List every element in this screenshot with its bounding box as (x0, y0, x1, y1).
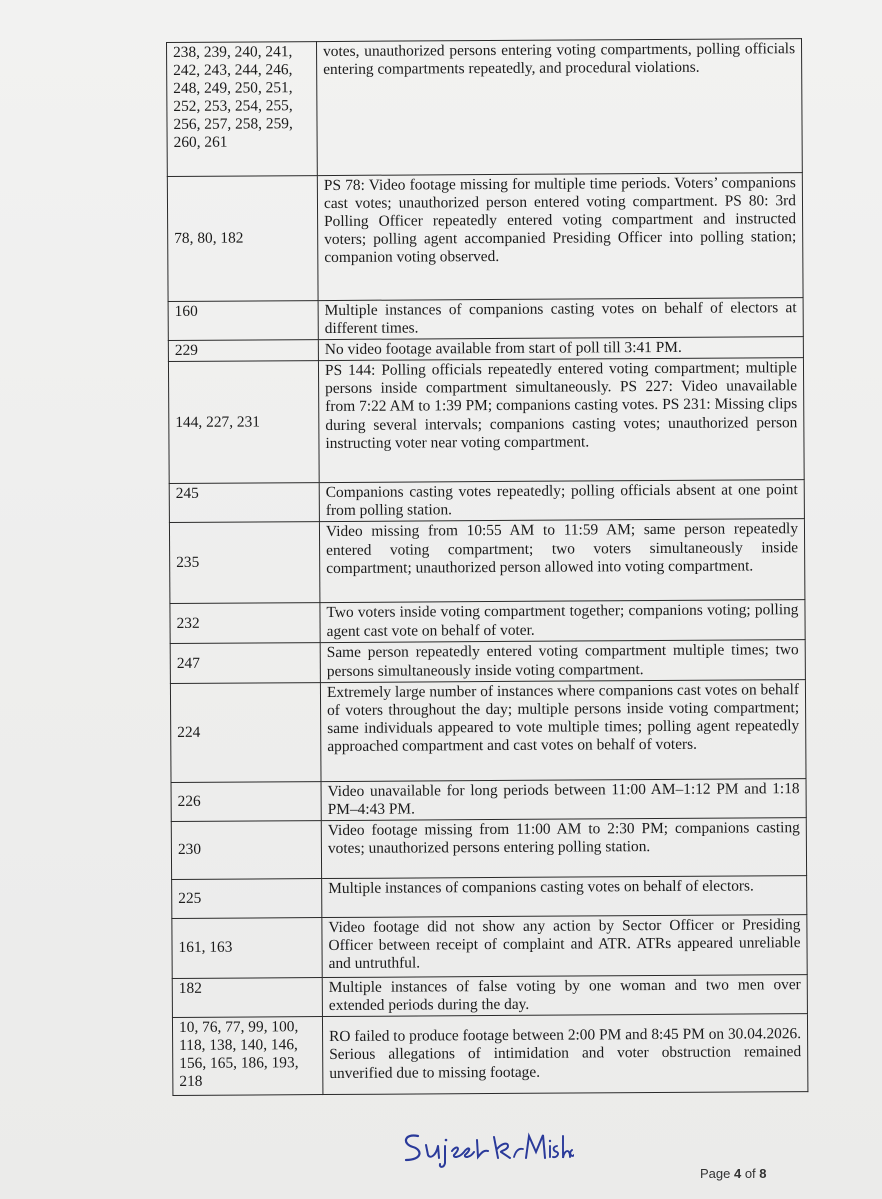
table-row (172, 974, 807, 1017)
observation-cell: Multiple instances of false voting by one woman and two men over extended periods during the day. (322, 974, 807, 1016)
observation-cell: Multiple instances of companions casting votes on behalf of electors. (322, 875, 807, 917)
observation-cell: Multiple instances of companions casting votes on behalf of electors at different times. (318, 298, 803, 340)
observation-cell: Video footage did not show any action by Sector Officer or Presiding Officer between receipt of complaint and ATR. ATRs appeared unreliable and untruthful. (322, 914, 807, 977)
observation-cell: PS 78: Video footage missing for multiple time periods. Voters’ companions cast votes; unauthorized person entered voting compartment. PS 80: 3rd Polling Officer repeatedly entered voting compartment and instructed voters; polling agent accompanied Presiding Officer into polling station; companion voting observed. (317, 173, 803, 301)
table-row (169, 480, 804, 523)
table-row (171, 817, 806, 879)
ps-numbers-cell: 160 (168, 301, 318, 341)
ps-numbers-cell: 226 (171, 781, 321, 821)
polling-station-table (166, 38, 808, 1096)
observation-cell: RO failed to produce footage between 2:00 PM and 8:45 PM on 30.04.2026. Serious allegations of intimidation and voter obstruction remained unverified due to missing footage. (322, 1014, 807, 1095)
observation-cell: votes, unauthorized persons entering voting compartments, polling officials entering compartments repeatedly, and procedural violations. (317, 39, 803, 176)
page-number-current: 4 (733, 1166, 742, 1181)
ps-numbers-cell: 230 (171, 820, 321, 879)
ps-numbers-cell: 182 (172, 977, 322, 1017)
observation-cell: Video unavailable for long periods between 11:00 AM–1:12 PM and 1:18 PM–4:43 PM. (321, 778, 806, 820)
table-row (171, 778, 806, 821)
page-number-total: 8 (759, 1166, 767, 1181)
observation-cell: Extremely large number of instances where companions cast votes on behalf of voters throughout the day; multiple persons inside voting compartment; same individuals appeared to vote multiple times; polling agent repeatedly approached compartment and cast votes on behalf of voters. (320, 679, 806, 781)
ps-numbers-cell: 238, 239, 240, 241, 242, 243, 244, 246, 248, 249, 250, 251, 252, 253, 254, 255, 256, 257, 258, 259, 260, 261 (167, 42, 318, 177)
ps-numbers-cell: 245 (169, 483, 319, 523)
table-row (170, 640, 805, 683)
table-row (172, 875, 807, 918)
observation-cell: Companions casting votes repeatedly; polling officials absent at one point from polling station. (319, 480, 804, 522)
ps-numbers-cell: 144, 227, 231 (168, 361, 319, 484)
signature-image (398, 1128, 574, 1170)
table-row (167, 39, 803, 177)
page-number-separator: of (741, 1166, 760, 1181)
ps-numbers-cell: 235 (169, 522, 319, 604)
ps-numbers-cell: 247 (170, 643, 320, 683)
observation-cell: Video footage missing from 11:00 AM to 2:30 PM; companions casting votes; unauthorized persons entering polling station. (321, 817, 806, 878)
observation-cell: PS 144: Polling officials repeatedly entered voting compartment; multiple persons inside compartment simultaneously. PS 227: Video unavailable from 7:22 AM to 1:39 PM; companions casting votes. PS 231: Missing clips during several intervals; companions casting votes; unauthorized person instructing voter near voting compartment. (318, 358, 804, 483)
ps-numbers-cell: 229 (168, 340, 318, 362)
ps-numbers-cell: 232 (170, 603, 320, 644)
table-row (167, 173, 803, 302)
ps-numbers-cell: 78, 80, 182 (167, 176, 318, 302)
table-row (168, 298, 803, 341)
ps-numbers-cell: 224 (170, 682, 321, 782)
table-row (170, 600, 805, 644)
observation-cell: No video footage available from start of poll till 3:41 PM. (318, 337, 803, 361)
ps-numbers-cell: 10, 76, 77, 99, 100, 118, 138, 140, 146, 156, 165, 186, 193, 218 (172, 1017, 322, 1096)
table-row (168, 358, 804, 484)
table-row (170, 679, 806, 782)
ps-numbers-cell: 225 (172, 878, 322, 918)
page-number (700, 1166, 767, 1181)
observation-cell: Two voters inside voting compartment together; companions voting; polling agent cast vote on behalf of voter. (320, 600, 805, 643)
table-row (169, 519, 804, 604)
signature (398, 1128, 574, 1175)
table-row (172, 914, 807, 978)
table-row (172, 1014, 807, 1096)
observation-cell: Same person repeatedly entered voting compartment multiple times; two persons simultaneously inside voting compartment. (320, 640, 805, 682)
observation-cell: Video missing from 10:55 AM to 11:59 AM; same person repeatedly entered voting compartment; two voters simultaneously inside compartment; unauthorized person allowed into voting compartment. (319, 519, 804, 603)
page-number-prefix: Page (700, 1166, 734, 1181)
ps-numbers-cell: 161, 163 (172, 917, 322, 978)
